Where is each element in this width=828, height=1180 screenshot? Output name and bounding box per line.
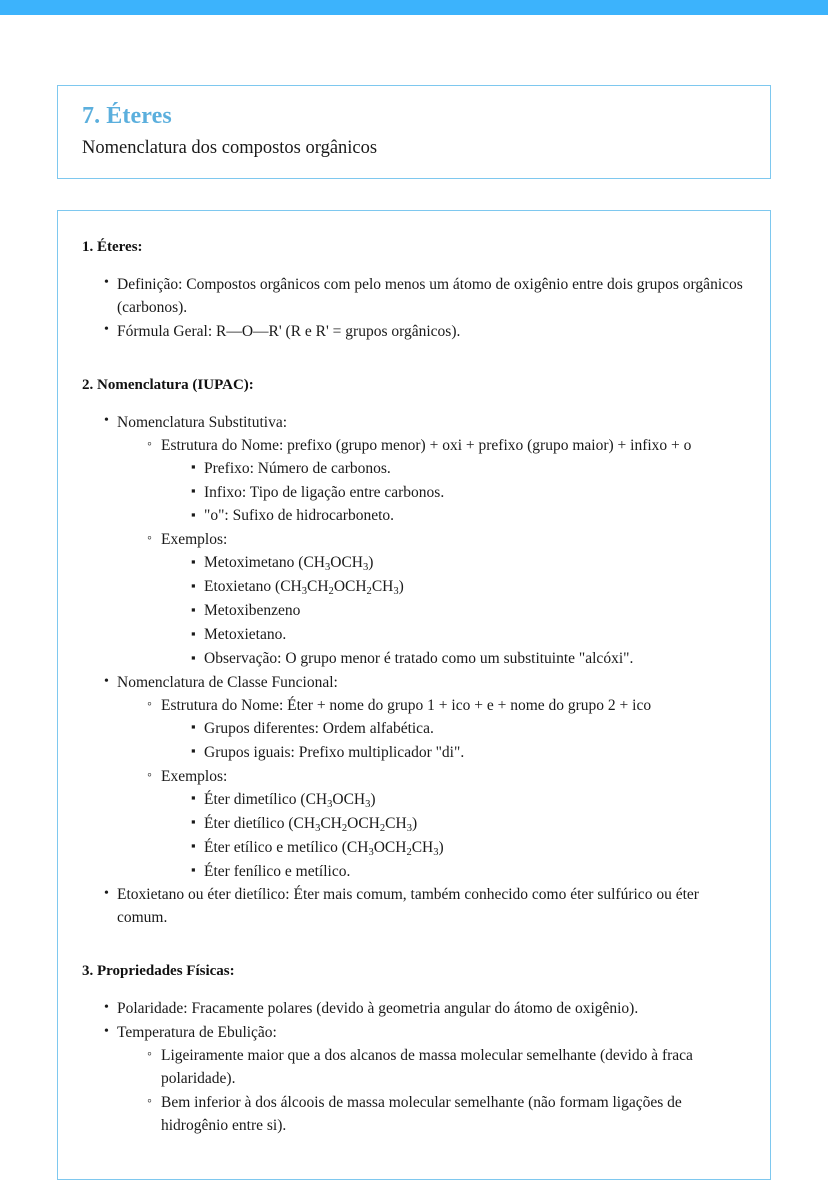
list-item: ▪ Grupos iguais: Prefixo multiplicador "di". — [191, 742, 746, 765]
section-heading-nomenclatura: 2. Nomenclatura (IUPAC): — [82, 376, 254, 393]
boiling-label: Temperatura de Ebulição: — [117, 1024, 277, 1042]
structure-label: Estrutura do Nome: prefixo (grupo menor) + oxi + prefixo (grupo maior) + infixo + o — [161, 436, 692, 454]
page-title: 7. Éteres — [82, 103, 172, 129]
example-formula: $(CH_3OCH_3)$ — [298, 554, 374, 574]
list-item-observation: ▪ Observação: O grupo menor é tratado como um substituinte "alcóxi". — [191, 648, 746, 671]
list-item-note: • Etoxietano ou éter dietílico: Éter mais comum, também conhecido como éter sulfúrico ou éter comum. — [104, 884, 746, 930]
section1-list — [82, 274, 746, 344]
list-item-structure — [148, 435, 746, 529]
document-body-card — [57, 210, 771, 1180]
substitutive-label: Nomenclatura Substitutiva: — [117, 413, 288, 431]
list-item-structure — [148, 695, 746, 765]
list-item: ▪ Prefixo: Número de carbonos. — [191, 458, 746, 481]
functional-examples-list — [161, 789, 746, 884]
list-item-example — [191, 837, 746, 860]
list-item-examples — [148, 529, 746, 671]
list-item-example — [191, 789, 746, 812]
list-item: ▪ "o": Sufixo de hidrocarboneto. — [191, 505, 746, 528]
functional-label: Nomenclatura de Classe Funcional: — [117, 674, 338, 692]
boiling-sublist — [117, 1045, 746, 1138]
structure-sublist — [161, 458, 746, 529]
list-item-example — [191, 813, 746, 836]
list-item: • Definição: Compostos orgânicos com pelo menos um átomo de oxigênio entre dois grupos orgânicos (carbonos). — [104, 274, 746, 320]
example-name: Éter etílico e metílico — [204, 838, 338, 856]
section2-list — [82, 412, 746, 931]
list-item: • Fórmula Geral: R—O—R' (R e R' = grupos orgânicos). — [104, 321, 746, 344]
list-item-example — [191, 552, 746, 575]
list-item-polaridade: • Polaridade: Fracamente polares (devido à geometria angular do átomo de oxigênio). — [104, 998, 746, 1021]
document-header-card — [57, 85, 771, 179]
list-item-examples — [148, 766, 746, 884]
example-name: Etoxietano — [204, 578, 272, 596]
substitutive-sublist — [117, 435, 746, 671]
list-item-example — [191, 576, 746, 599]
section-heading-propriedades: 3. Propriedades Físicas: — [82, 963, 235, 980]
list-item-functional — [104, 672, 746, 883]
example-formula: $(CH_3OCH_3)$ — [300, 790, 376, 810]
list-item: ◦ Bem inferior à dos álcoois de massa molecular semelhante (não formam ligações de hidrogênio entre si). — [148, 1092, 746, 1138]
list-item-example: ▪ Metoxibenzeno — [191, 600, 746, 623]
functional-structure-sublist — [161, 718, 746, 765]
examples-label: Exemplos: — [161, 767, 228, 785]
structure-label: Estrutura do Nome: Éter + nome do grupo 1 + ico + e + nome do grupo 2 + ico — [161, 696, 652, 714]
document-page — [0, 85, 828, 1180]
section3-list — [82, 998, 746, 1138]
example-name: Metoximetano — [204, 554, 295, 572]
example-formula: $(CH_3OCH_2CH_3)$ — [341, 838, 444, 858]
list-item: ◦ Ligeiramente maior que a dos alcanos de massa molecular semelhante (devido à fraca polaridade). — [148, 1045, 746, 1091]
list-item-example: ▪ Metoxietano. — [191, 624, 746, 647]
functional-sublist — [117, 695, 746, 884]
example-formula: $(CH_3CH_2OCH_2CH_3)$ — [288, 814, 418, 834]
list-item: ▪ Grupos diferentes: Ordem alfabética. — [191, 718, 746, 741]
top-accent-bar — [0, 0, 828, 15]
example-formula: $(CH_3CH_2OCH_2CH_3)$ — [275, 578, 404, 598]
list-item-ebulicao — [104, 1022, 746, 1138]
examples-label: Exemplos: — [161, 531, 228, 549]
example-name: Éter dimetílico — [204, 790, 297, 808]
substitutive-examples-list — [161, 552, 746, 671]
list-item-example: ▪ Éter fenílico e metílico. — [191, 861, 746, 884]
example-name: Éter dietílico — [204, 814, 285, 832]
section-heading-eteres: 1. Éteres: — [82, 238, 143, 255]
list-item-substitutive — [104, 412, 746, 671]
page-subtitle: Nomenclatura dos compostos orgânicos — [82, 137, 378, 158]
list-item: ▪ Infixo: Tipo de ligação entre carbonos. — [191, 482, 746, 505]
